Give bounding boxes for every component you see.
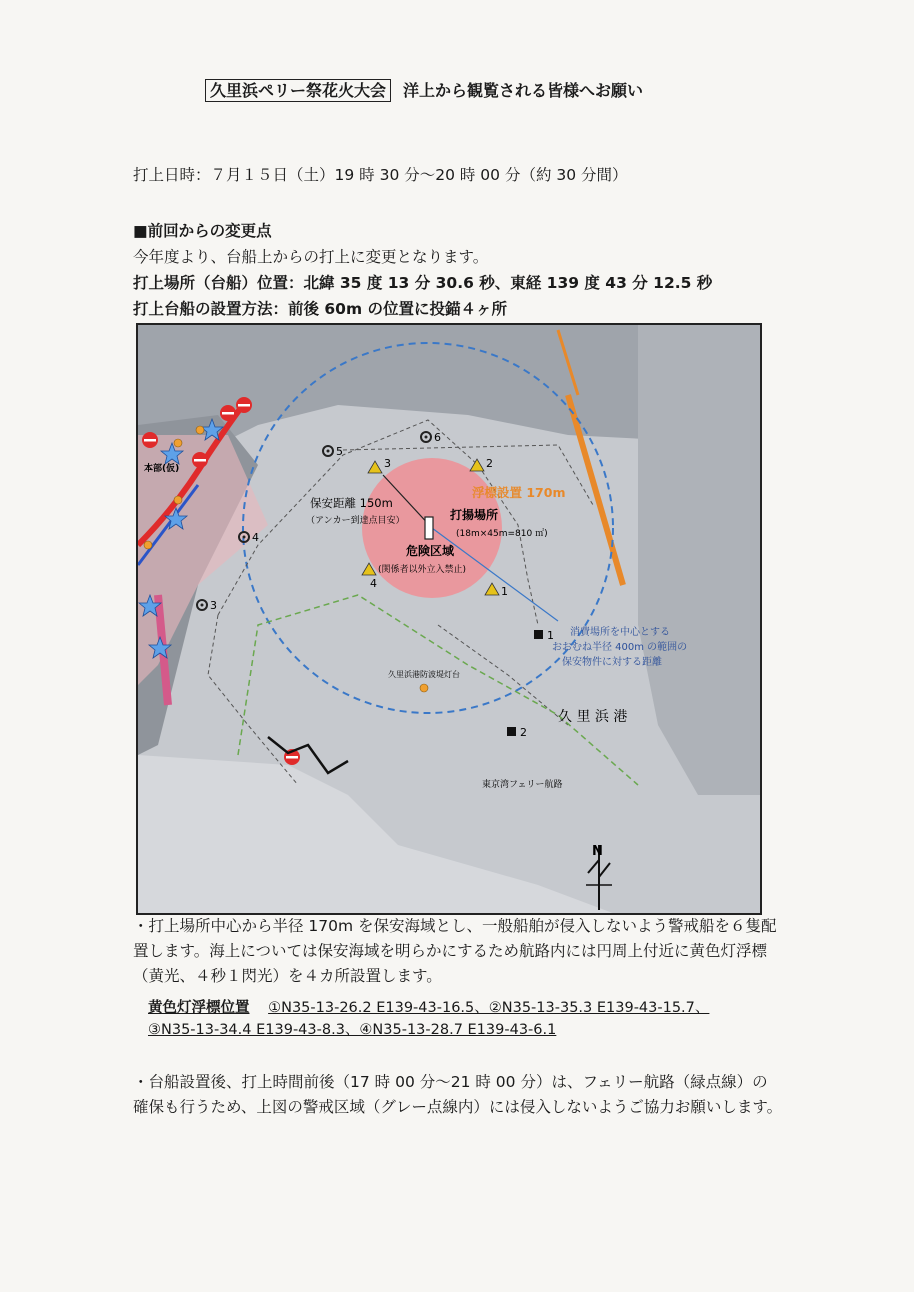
title-subtitle: 洋上から観覧される皆様へお願い (403, 81, 644, 100)
changes-heading: ■前回からの変更点 (133, 222, 272, 240)
svg-text:4: 4 (370, 577, 377, 590)
port-name-label: 久 里 浜 港 (558, 709, 628, 725)
page-title (205, 78, 725, 101)
paragraph-ferry-route: ・台船設置後、打上時間前後（17 時 00 分～21 時 00 分）は、フェリー航路（緑点線）の確保も行うため、上図の警戒区域（グレー点線内）には侵入しないようご協力お願いします。 (133, 1073, 783, 1116)
danger-note-label: (関係者以外立入禁止) (378, 565, 467, 575)
buoy-positions-coords-1: ①N35-13-26.2 E139-43-16.5、②N35-13-35.3 E139-43-15.7、 (268, 1000, 710, 1016)
lighthouse-dot (420, 684, 428, 692)
radius-note-2: おおむね半径 400m の範囲の (552, 642, 688, 653)
safety-distance-label: 保安距離 150m (310, 496, 393, 510)
paragraph-safety-zone: ・打上場所中心から半径 170m を保安海域とし、一般船舶が侵入しないよう警戒船を６隻配置します。海上については保安海域を明らかにするため航路内には円周上付近に黄色灯浮標（黄光、４秒１閃光）を４カ所設置します。 (133, 917, 777, 985)
svg-text:3: 3 (210, 599, 217, 612)
launch-barge (425, 517, 433, 539)
changes-line-2: 打上場所（台船）位置：北緯 35 度 13 分 30.6 秒、東経 139 度 43 分 12.5 秒 (133, 274, 713, 292)
ferry-route-label: 東京湾フェリー航路 (482, 780, 563, 790)
area-map (136, 323, 762, 915)
buoy-positions-line-1 (148, 996, 709, 1017)
buoy-positions-label: 黄色灯浮標位置 (148, 1000, 250, 1016)
radius-note-1: 消費場所を中心とする (570, 627, 670, 638)
hq-label: 本部(仮) (144, 464, 180, 474)
lighthouse-label: 久里浜港防波堤灯台 (388, 670, 460, 679)
launch-size-label: (18m×45m=810 ㎡) (456, 529, 548, 539)
svg-text:N: N (592, 844, 603, 859)
changes-line-3: 打上台船の設置方法：前後 60m の位置に投錨４ヶ所 (133, 300, 508, 318)
schedule-line: 打上日時：７月１５日（土）19 時 30 分～20 時 00 分（約 30 分間） (133, 166, 628, 184)
launch-site-label: 打揚場所 (450, 508, 499, 522)
svg-text:1: 1 (547, 629, 554, 642)
anchor-note-label: （アンカー到達点目安） (306, 516, 405, 526)
radius-note-3: 保安物件に対する距離 (562, 657, 662, 668)
svg-text:2: 2 (520, 726, 527, 739)
svg-text:6: 6 (434, 431, 441, 444)
changes-line-1: 今年度より、台船上からの打上に変更となります。 (133, 248, 489, 266)
svg-text:3: 3 (384, 457, 391, 470)
buoy-positions-line-2: ③N35-13-34.4 E139-43-8.3、④N35-13-28.7 E139-43-6.1 (148, 1022, 557, 1038)
svg-text:5: 5 (336, 445, 343, 458)
buoy-distance-label: 浮標設置 170m (472, 485, 566, 500)
svg-text:1: 1 (501, 585, 508, 598)
svg-text:4: 4 (252, 531, 259, 544)
svg-text:2: 2 (486, 457, 493, 470)
danger-zone-label: 危険区域 (406, 544, 455, 558)
title-boxed: 久里浜ペリー祭花火大会 (205, 79, 391, 102)
